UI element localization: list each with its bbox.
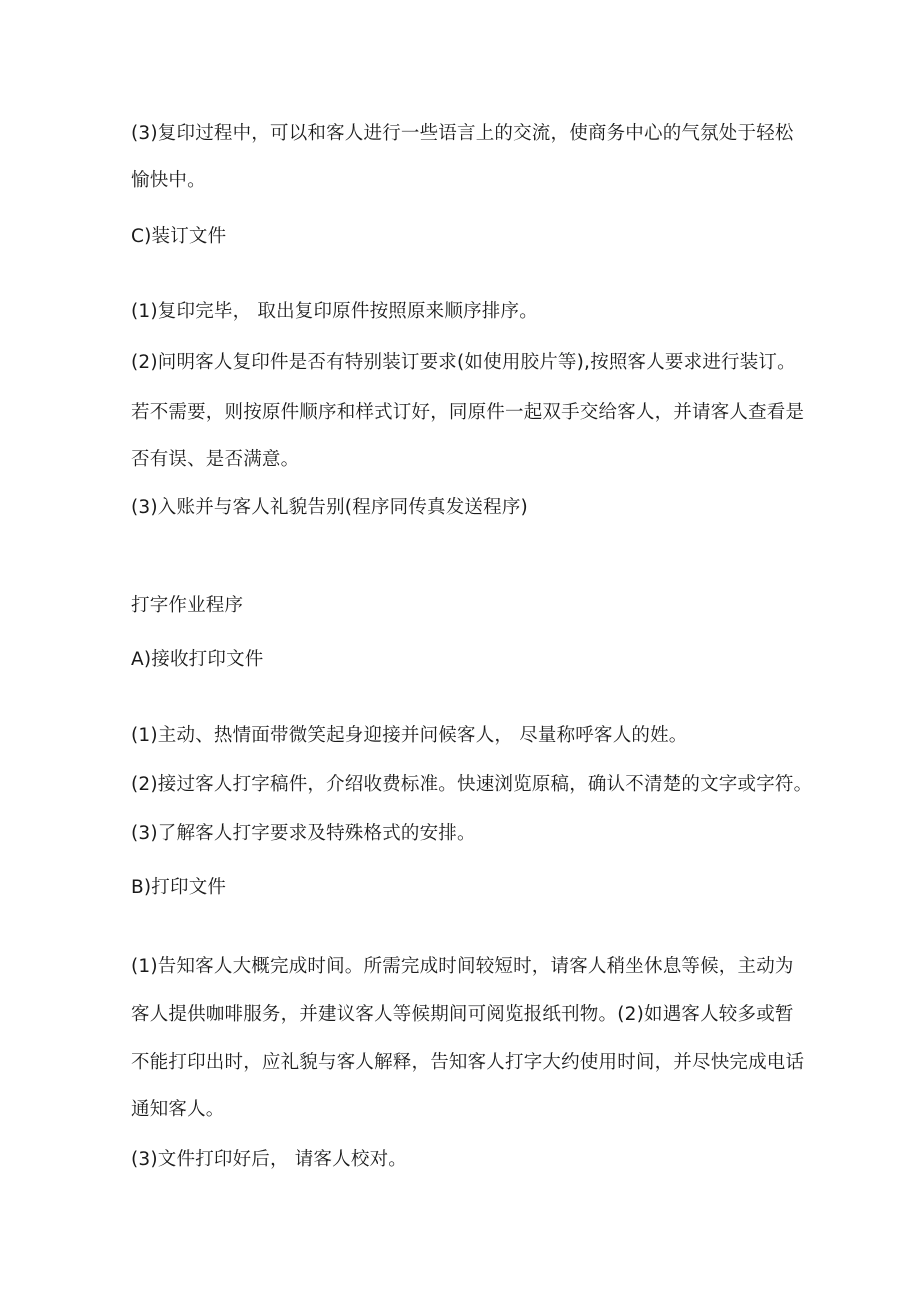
section-heading: B)打印文件 (131, 877, 227, 898)
paragraph-line: 不能打印出时，应礼貌与客人解释，告知客人打字大约使用时间，并尽快完成电话 (131, 1052, 805, 1073)
paragraph-line: (3)文件打印好后， 请客人校对。 (131, 1149, 407, 1170)
paragraph-line: (2)接过客人打字稿件，介绍收费标准。快速浏览原稿，确认不清楚的文字或字符。 (131, 774, 813, 795)
paragraph-line: 客人提供咖啡服务，并建议客人等候期间可阅览报纸刊物。(2)如遇客人较多或暂 (131, 1004, 794, 1025)
paragraph-line: 愉快中。 (131, 170, 206, 191)
paragraph-line: (3)了解客人打字要求及特殊格式的安排。 (131, 823, 476, 844)
paragraph-line: 通知客人。 (131, 1099, 225, 1120)
paragraph-line: (2)问明客人复印件是否有特别装订要求(如使用胶片等),按照客人要求进行装订。 (131, 352, 796, 373)
paragraph-line: (3)入账并与客人礼貌告别(程序同传真发送程序) (131, 497, 528, 518)
paragraph-line: (1)主动、热情面带微笑起身迎接并问候客人， 尽量称呼客人的姓。 (131, 725, 688, 746)
paragraph-line: (1)告知客人大概完成时间。所需完成时间较短时，请客人稍坐休息等候，主动为 (131, 956, 794, 977)
section-title: 打字作业程序 (131, 595, 244, 616)
paragraph-line: 若不需要，则按原件顺序和样式订好，同原件一起双手交给客人，并请客人查看是 (131, 402, 805, 423)
paragraph-line: (3)复印过程中，可以和客人进行一些语言上的交流，使商务中心的气氛处于轻松 (131, 123, 794, 144)
paragraph-line: (1)复印完毕， 取出复印原件按照原来顺序排序。 (131, 301, 538, 322)
section-heading: A)接收打印文件 (131, 649, 264, 670)
paragraph-line: 否有误、是否满意。 (131, 449, 300, 470)
section-heading: C)装订文件 (131, 226, 227, 247)
